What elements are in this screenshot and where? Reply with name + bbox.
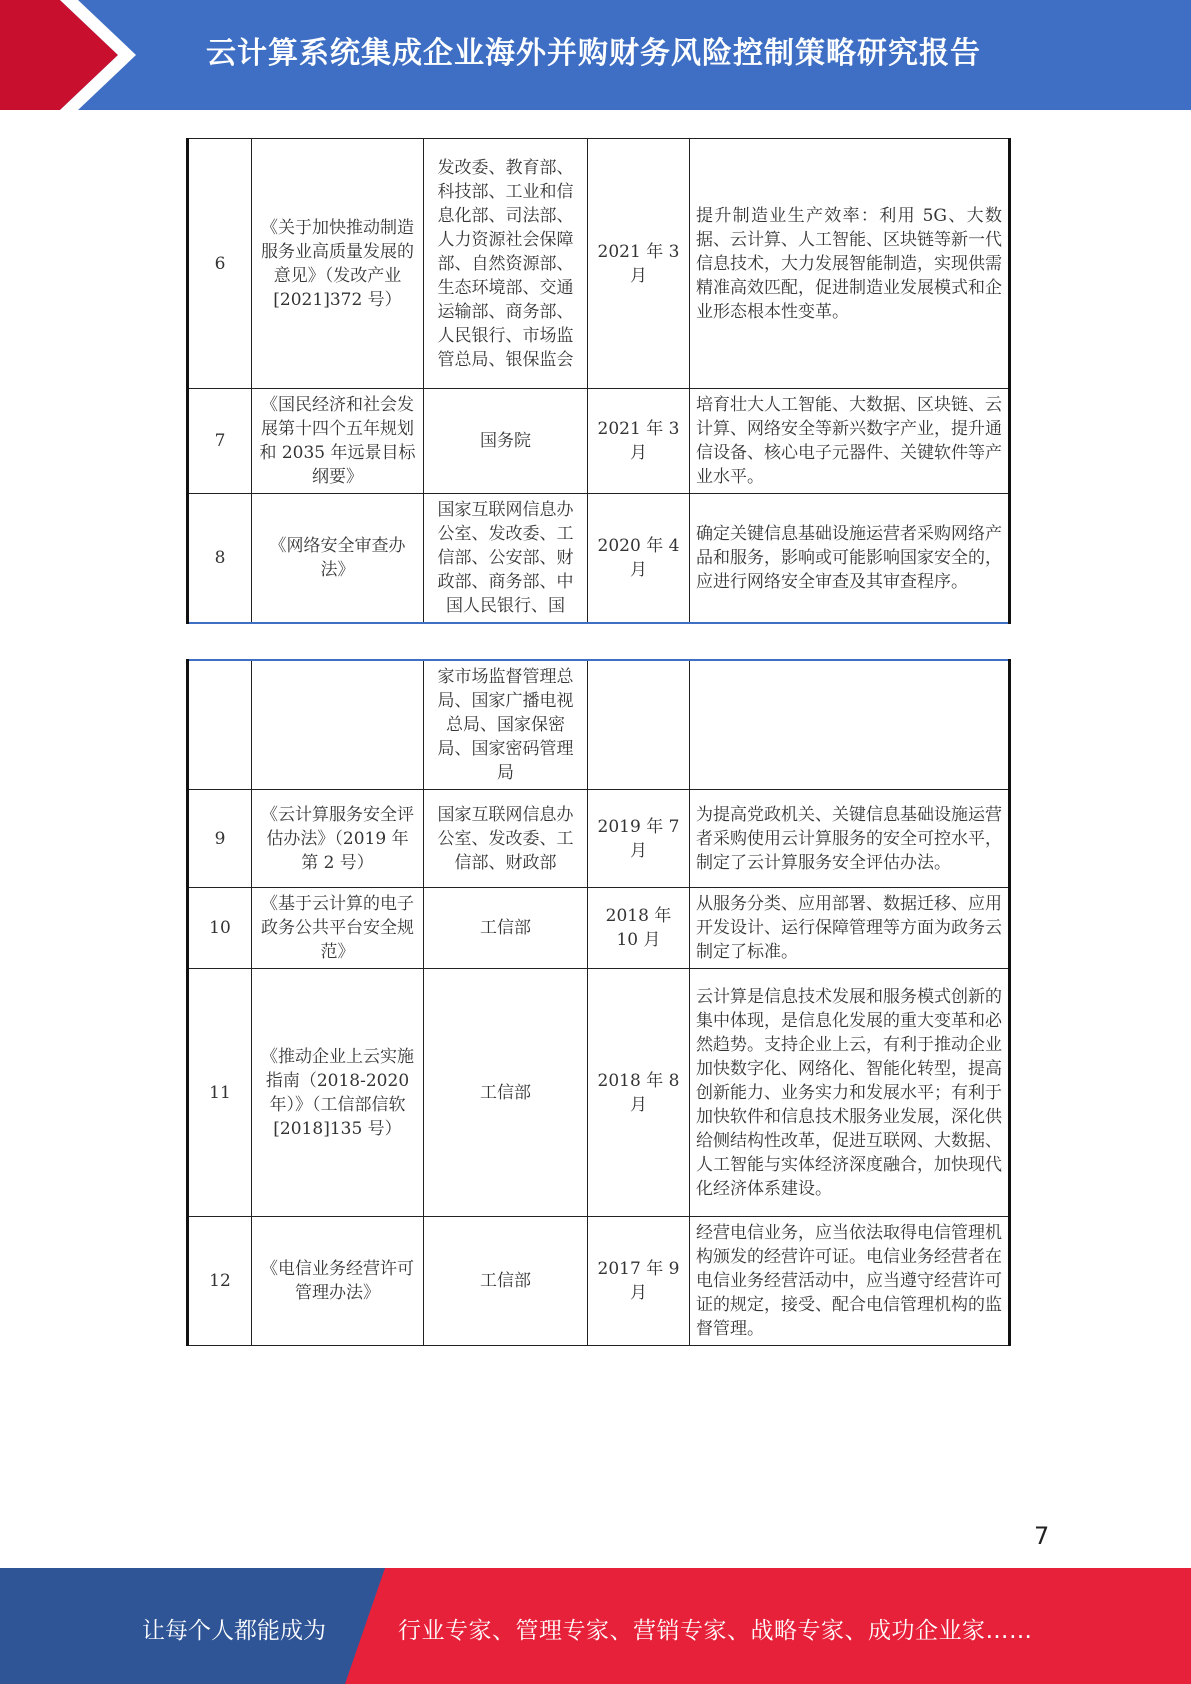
issuing-department: 国务院	[424, 389, 588, 494]
row-number: 10	[188, 888, 252, 969]
policy-content: 经营电信业务，应当依法取得电信管理机构颁发的经营许可证。电信业务经营者在电信业务经营活动中，应当遵守经营许可证的规定，接受、配合电信管理机构的监督管理。	[690, 1217, 1010, 1346]
table-row	[188, 660, 1010, 790]
policy-name: 《网络安全审查办法》	[252, 494, 424, 624]
table-row	[188, 888, 1010, 969]
policy-name: 《电信业务经营许可管理办法》	[252, 1217, 424, 1346]
table-row	[188, 790, 1010, 888]
policy-name: 《基于云计算的电子政务公共平台安全规范》	[252, 888, 424, 969]
header-red-arrow-decoration	[0, 0, 150, 110]
issue-date	[588, 660, 690, 790]
policy-content: 从服务分类、应用部署、数据迁移、应用开发设计、运行保障管理等方面为政务云制定了标准。	[690, 888, 1010, 969]
row-number: 9	[188, 790, 252, 888]
issuing-department: 发改委、教育部、科技部、工业和信息化部、司法部、人力资源社会保障部、自然资源部、生态环境部、交通运输部、商务部、人民银行、市场监管总局、银保监会	[424, 139, 588, 389]
policy-name: 《国民经济和社会发展第十四个五年规划和 2035 年远景目标纲要》	[252, 389, 424, 494]
footer-slogan-left: 让每个人都能成为	[142, 1618, 326, 1644]
policy-name: 《云计算服务安全评估办法》（2019 年第 2 号）	[252, 790, 424, 888]
policy-content: 确定关键信息基础设施运营者采购网络产品和服务，影响或可能影响国家安全的，应进行网络安全审查及其审查程序。	[690, 494, 1010, 624]
table-row	[188, 1217, 1010, 1346]
issue-date: 2019 年 7 月	[588, 790, 690, 888]
issue-date: 2021 年 3 月	[588, 389, 690, 494]
issuing-department: 国家互联网信息办公室、发改委、工信部、财政部	[424, 790, 588, 888]
policy-table-part-2	[186, 659, 1011, 1346]
table-row	[188, 139, 1010, 389]
policy-content: 提升制造业生产效率：利用 5G、大数据、云计算、人工智能、区块链等新一代信息技术，大力发展智能制造，实现供需精准高效匹配，促进制造业发展模式和企业形态根本性变革。	[690, 139, 1010, 389]
issue-date: 2017 年 9 月	[588, 1217, 690, 1346]
policy-content: 培育壮大人工智能、大数据、区块链、云计算、网络安全等新兴数字产业，提升通信设备、核心电子元器件、关键软件等产业水平。	[690, 389, 1010, 494]
issue-date: 2018 年 10 月	[588, 888, 690, 969]
page-number: 7	[1034, 1522, 1050, 1550]
row-number: 11	[188, 969, 252, 1217]
policy-content: 云计算是信息技术发展和服务模式创新的集中体现，是信息化发展的重大变革和必然趋势。支持企业上云，有利于推动企业加快数字化、网络化、智能化转型，提高创新能力、业务实力和发展水平；有利于加快软件和信息技术服务业发展，深化供给侧结构性改革，促进互联网、大数据、人工智能与实体经济深度融合，加快现代化经济体系建设。	[690, 969, 1010, 1217]
policy-content: 为提高党政机关、关键信息基础设施运营者采购使用云计算服务的安全可控水平，制定了云计算服务安全评估办法。	[690, 790, 1010, 888]
issuing-department: 工信部	[424, 969, 588, 1217]
issue-date: 2020 年 4 月	[588, 494, 690, 624]
page-header	[0, 0, 1191, 110]
report-title: 云计算系统集成企业海外并购财务风险控制策略研究报告	[206, 36, 981, 71]
row-number: 7	[188, 389, 252, 494]
issuing-department: 工信部	[424, 1217, 588, 1346]
issue-date: 2018 年 8 月	[588, 969, 690, 1217]
policy-table-part-1	[186, 138, 1011, 624]
issue-date: 2021 年 3 月	[588, 139, 690, 389]
policy-name: 《推动企业上云实施指南（2018-2020 年）》（工信部信软[2018]135 号）	[252, 969, 424, 1217]
policy-content	[690, 660, 1010, 790]
policy-name: 《关于加快推动制造服务业高质量发展的意见》（发改产业[2021]372 号）	[252, 139, 424, 389]
issuing-department: 家市场监督管理总局、国家广播电视总局、国家保密局、国家密码管理局	[424, 660, 588, 790]
row-number: 12	[188, 1217, 252, 1346]
row-number: 6	[188, 139, 252, 389]
table-row	[188, 969, 1010, 1217]
footer-slogan-right: 行业专家、管理专家、营销专家、战略专家、成功企业家……	[398, 1618, 1033, 1644]
row-number	[188, 660, 252, 790]
table-row	[188, 389, 1010, 494]
issuing-department: 工信部	[424, 888, 588, 969]
policy-name	[252, 660, 424, 790]
page-footer	[0, 1568, 1191, 1684]
table-row	[188, 494, 1010, 624]
issuing-department: 国家互联网信息办公室、发改委、工信部、公安部、财政部、商务部、中国人民银行、国	[424, 494, 588, 624]
row-number: 8	[188, 494, 252, 624]
